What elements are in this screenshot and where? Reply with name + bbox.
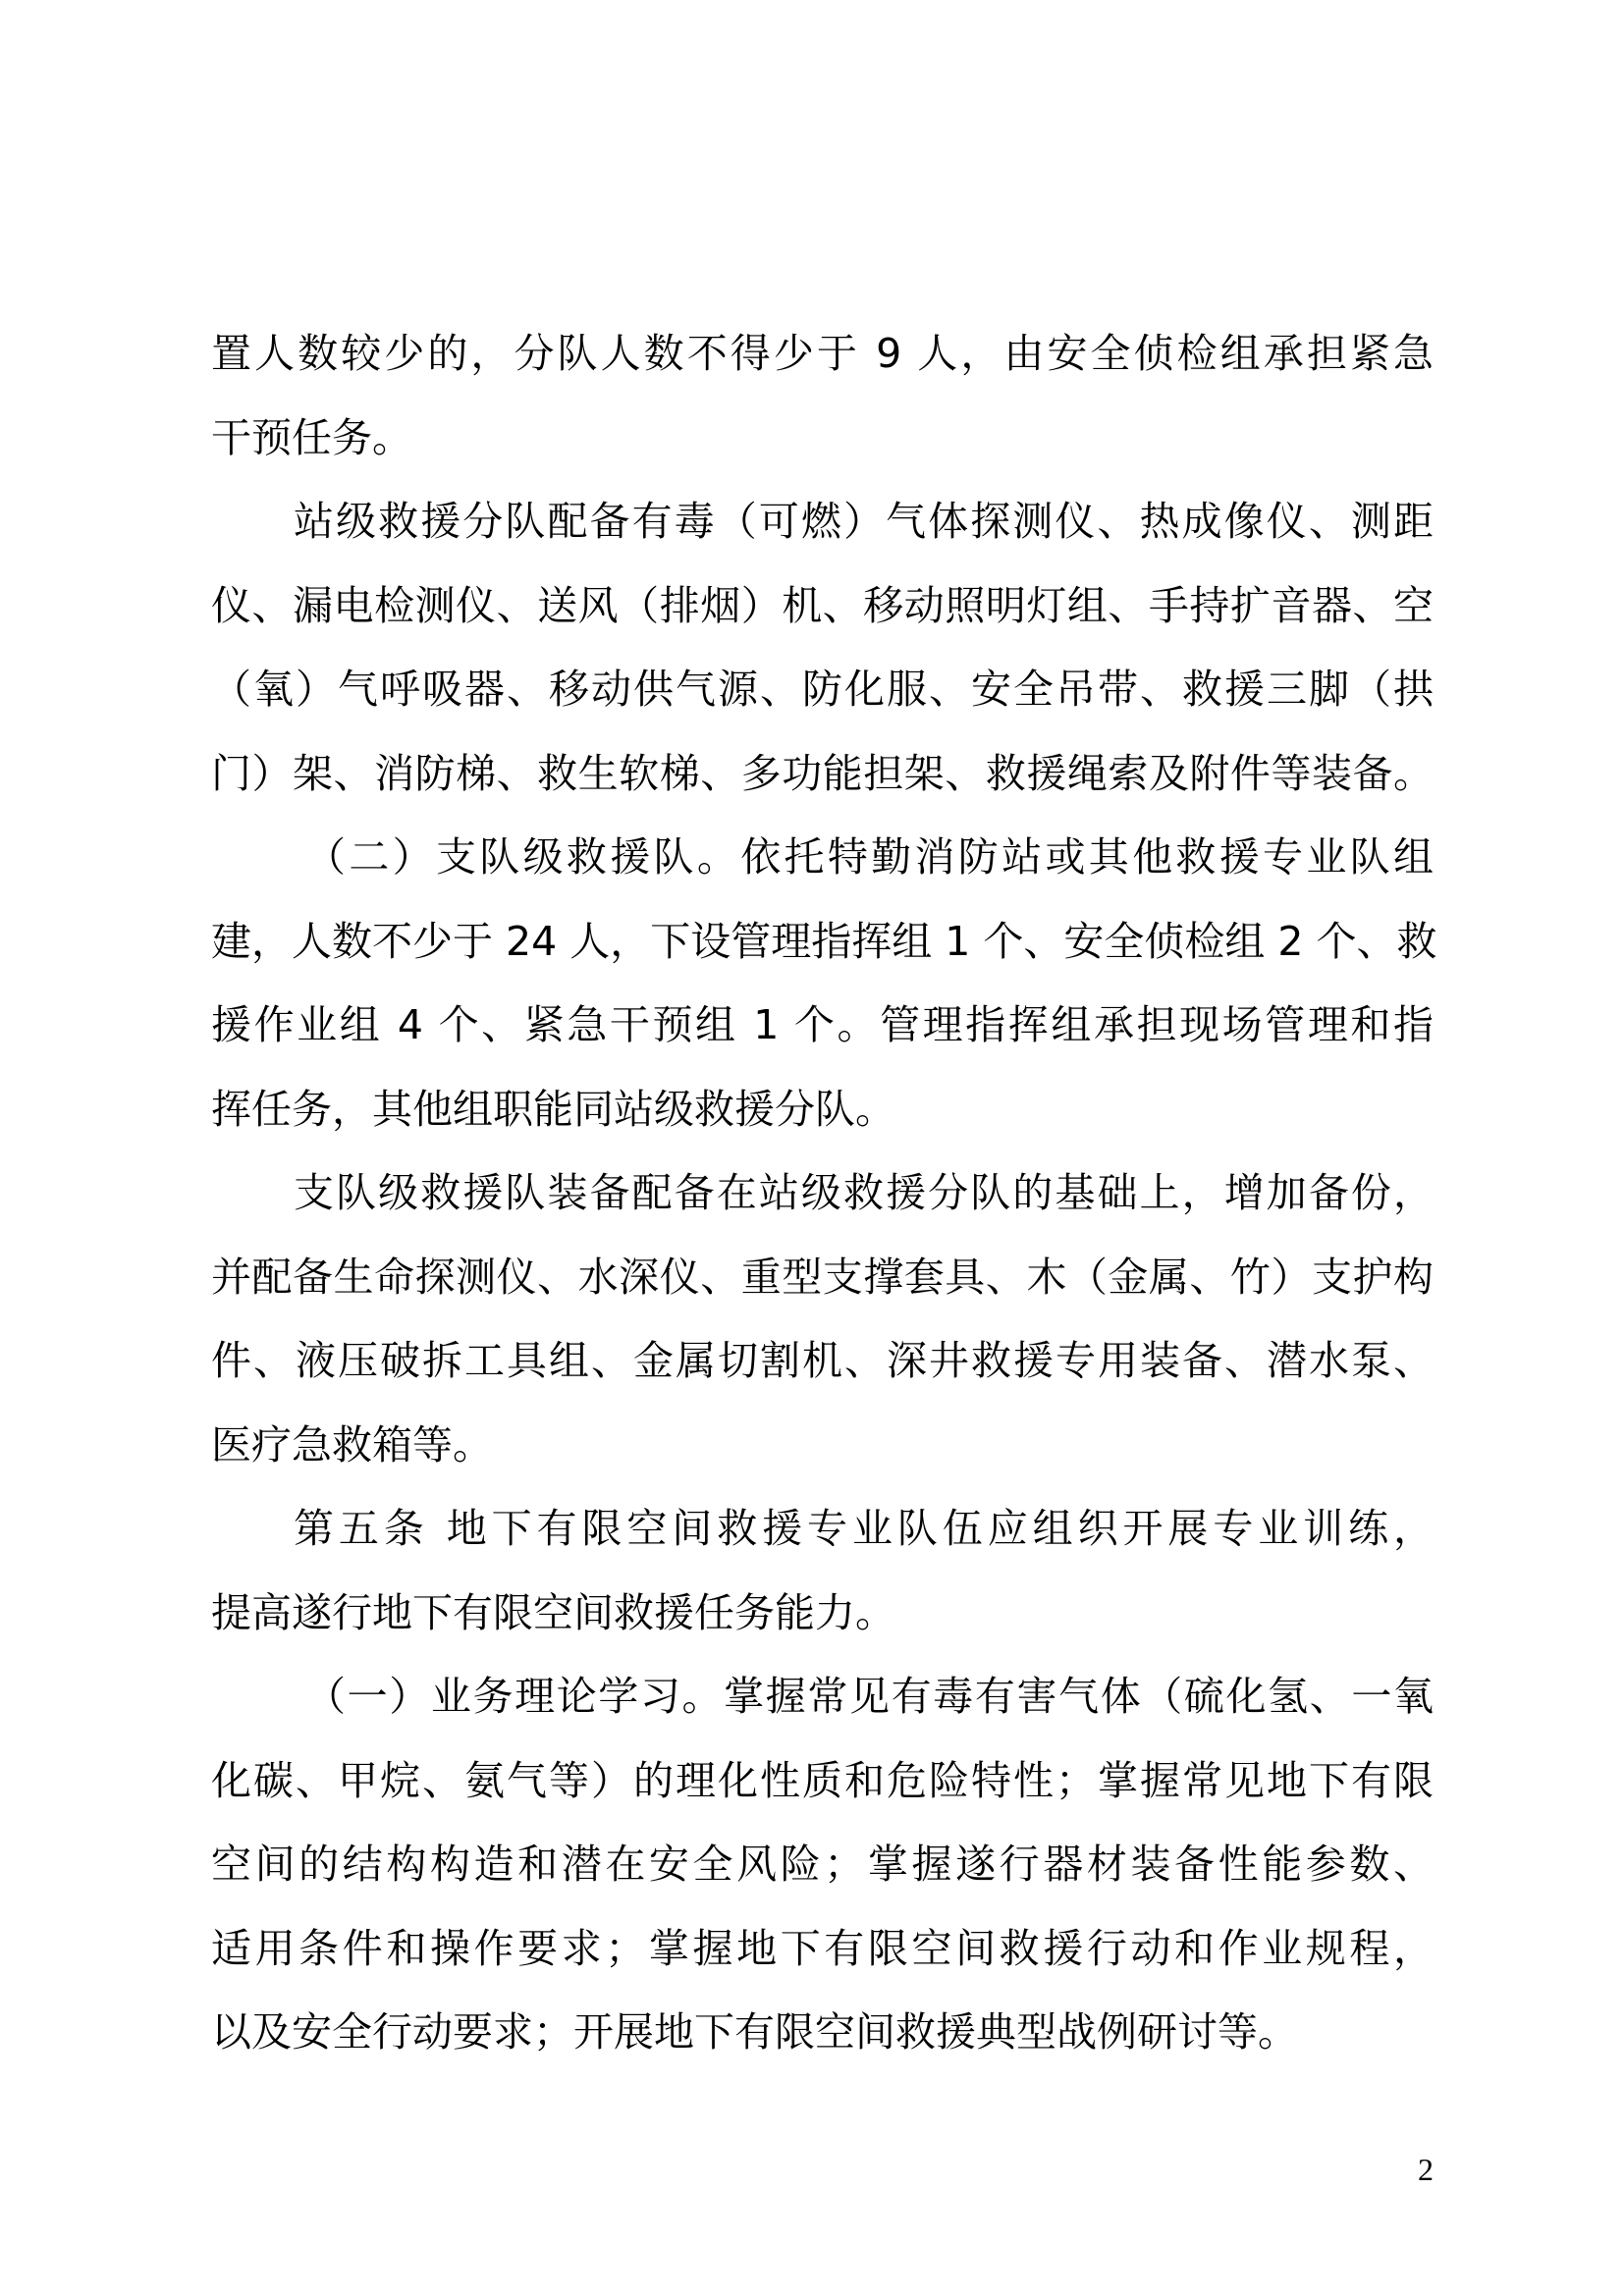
paragraph-first-line: 第五条 地下有限空间救援专业队伍应组织开展专业训练，	[294, 1505, 1434, 1552]
text-line: 件、液压破拆工具组、金属切割机、深井救援专用装备、潜水泵、	[211, 1337, 1434, 1384]
text-line: 建，人数不少于 24 人，下设管理指挥组 1 个、安全侦检组 2 个、救	[211, 917, 1437, 965]
text-line: 以及安全行动要求；开展地下有限空间救援典型战例研讨等。	[211, 2008, 1298, 2056]
text-line: 置人数较少的，分队人数不得少于 9 人，由安全侦检组承担紧急	[211, 330, 1434, 377]
text-line: （氧）气呼吸器、移动供气源、防化服、安全吊带、救援三脚（拱	[211, 666, 1434, 713]
text-line: 医疗急救箱等。	[211, 1420, 493, 1468]
text-line: 空间的结构构造和潜在安全风险；掌握遂行器材装备性能参数、	[211, 1841, 1434, 1888]
paragraph-first-line: （一）业务理论学习。掌握常见有毒有害气体（硫化氢、一氧	[305, 1673, 1434, 1720]
body-text	[211, 312, 1437, 2075]
paragraph-first-line: 支队级救援队装备配备在站级救援分队的基础上，增加备份，	[294, 1169, 1434, 1216]
paragraph-first-line: 站级救援分队配备有毒（可燃）气体探测仪、热成像仪、测距	[294, 498, 1434, 545]
text-line: 适用条件和操作要求；掌握地下有限空间救援行动和作业规程，	[211, 1924, 1434, 1972]
text-line: 门）架、消防梯、救生软梯、多功能担架、救援绳索及附件等装备。	[211, 749, 1434, 797]
text-line: 仪、漏电检测仪、送风（排烟）机、移动照明灯组、手持扩音器、空	[211, 581, 1434, 629]
paragraph-first-line: （二）支队级救援队。依托特勤消防站或其他救援专业队组	[305, 833, 1434, 881]
page-number: 2	[1418, 2152, 1434, 2187]
text-line: 援作业组 4 个、紧急干预组 1 个。管理指挥组承担现场管理和指	[211, 1001, 1434, 1048]
text-line: 挥任务，其他组职能同站级救援分队。	[211, 1085, 895, 1133]
text-line: 并配备生命探测仪、水深仪、重型支撑套具、木（金属、竹）支护构	[211, 1253, 1434, 1301]
text-line: 提高遂行地下有限空间救援任务能力。	[211, 1588, 895, 1636]
text-line: 化碳、甲烷、氨气等）的理化性质和危险特性；掌握常见地下有限	[211, 1756, 1434, 1804]
text-line: 干预任务。	[211, 413, 412, 461]
